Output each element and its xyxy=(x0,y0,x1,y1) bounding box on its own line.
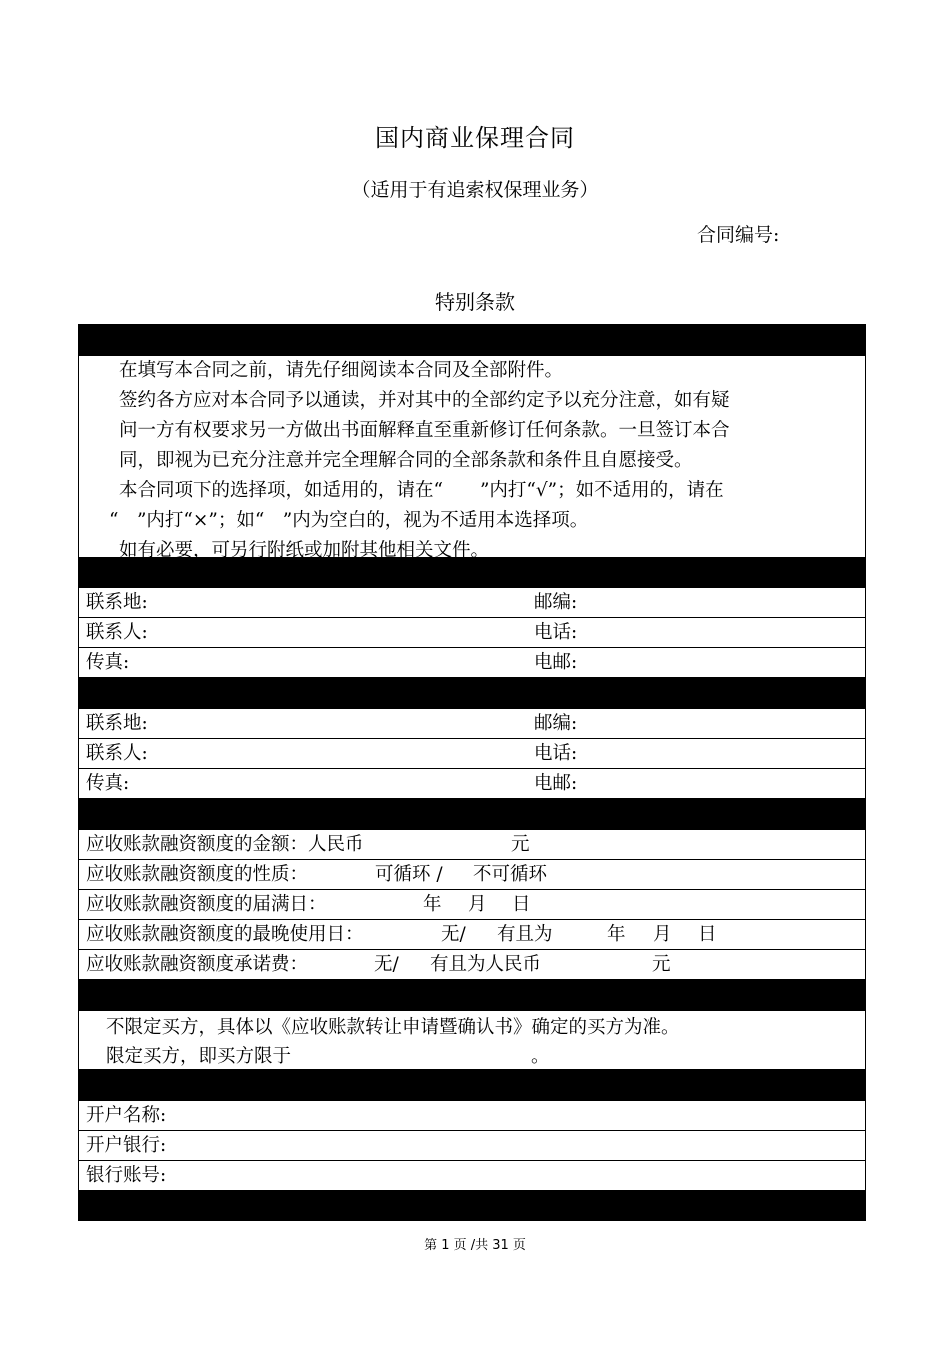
page-title: 国内商业保理合同 xyxy=(375,124,575,152)
page-subtitle: （适用于有追索权保理业务） xyxy=(351,179,599,201)
section-bar xyxy=(79,1190,865,1220)
day-label: 日 xyxy=(512,894,531,915)
section-bar xyxy=(79,677,865,708)
fee-unit: 元 xyxy=(652,954,671,975)
section-bar xyxy=(79,1069,865,1100)
page-footer: 第 1 页 /共 31 页 xyxy=(424,1238,526,1253)
non-revolving-option[interactable]: 不可循环 xyxy=(473,864,548,885)
party2-fax-row xyxy=(79,768,865,798)
special-terms-table xyxy=(78,324,866,1221)
unrestricted-buyer-option[interactable]: 不限定买方，具体以《应收账款转让申请暨确认书》确定的买方为准。 xyxy=(106,1017,680,1038)
has-option[interactable]: 有且为人民币 xyxy=(430,954,542,975)
contract-number-label: 合同编号: xyxy=(697,224,780,246)
financing-amount-label: 应收账款融资额度的金额：人民币 xyxy=(86,834,364,855)
party2-address-row xyxy=(79,708,865,738)
financing-nature-label: 应收账款融资额度的性质： xyxy=(86,864,309,885)
account-number-row xyxy=(79,1160,865,1190)
account-bank-label: 开户银行: xyxy=(86,1135,167,1156)
email-label: 电邮: xyxy=(534,773,578,794)
address-label: 联系地: xyxy=(86,713,148,734)
financing-fee-label: 应收账款融资额度承诺费： xyxy=(86,954,309,975)
fax-label: 传真: xyxy=(86,652,130,673)
phone-label: 电话: xyxy=(534,743,578,764)
section-bar xyxy=(79,325,865,355)
section-bar xyxy=(79,979,865,1010)
party2-contact-row xyxy=(79,738,865,768)
contact-label: 联系人: xyxy=(86,743,148,764)
party1-address-row xyxy=(79,587,865,617)
financing-latest-label: 应收账款融资额度的最晚使用日： xyxy=(86,924,364,945)
account-bank-row xyxy=(79,1130,865,1160)
buyer-block xyxy=(79,1010,865,1069)
section-bar xyxy=(79,798,865,829)
year-label: 年 xyxy=(607,924,626,945)
none-option[interactable]: 无/ xyxy=(374,954,399,975)
notice-line: 本合同项下的选择项，如适用的，请在“ ”内打“√”；如不适用的，请在 xyxy=(119,480,724,501)
postcode-label: 邮编: xyxy=(534,592,578,613)
notice-line: 如有必要，可另行附纸或加附其他相关文件。 xyxy=(119,540,490,561)
financing-expiry-label: 应收账款融资额度的届满日： xyxy=(86,894,327,915)
restricted-buyer-end: 。 xyxy=(531,1046,550,1067)
financing-nature-row xyxy=(79,859,865,889)
notice-line: “ ”内打“×”；如“ ”内为空白的，视为不适用本选择项。 xyxy=(109,510,589,531)
section-heading: 特别条款 xyxy=(435,290,515,314)
notice-line: 同，即视为已充分注意并完全理解合同的全部条款和条件且自愿接受。 xyxy=(119,450,693,471)
financing-fee-row xyxy=(79,949,865,979)
month-label: 月 xyxy=(468,894,487,915)
address-label: 联系地: xyxy=(86,592,148,613)
notice-line: 签约各方应对本合同予以通读，并对其中的全部约定予以充分注意，如有疑 xyxy=(119,390,730,411)
account-name-label: 开户名称: xyxy=(86,1105,167,1126)
notice-block xyxy=(79,355,865,561)
amount-unit: 元 xyxy=(511,834,530,855)
party1-fax-row xyxy=(79,647,865,677)
financing-latest-row xyxy=(79,919,865,949)
restricted-buyer-label: 限定买方，即买方限于 xyxy=(106,1046,292,1067)
party1-contact-row xyxy=(79,617,865,647)
email-label: 电邮: xyxy=(534,652,578,673)
notice-line: 问一方有权要求另一方做出书面解释直至重新修订任何条款。一旦签订本合 xyxy=(119,420,730,441)
has-option[interactable]: 有且为 xyxy=(497,924,553,945)
account-number-label: 银行账号: xyxy=(86,1165,167,1186)
financing-expiry-row xyxy=(79,889,865,919)
year-label: 年 xyxy=(423,894,442,915)
account-name-row xyxy=(79,1100,865,1130)
month-label: 月 xyxy=(653,924,672,945)
notice-line: 在填写本合同之前，请先仔细阅读本合同及全部附件。 xyxy=(119,360,564,381)
revolving-option[interactable]: 可循环 / xyxy=(375,864,443,885)
none-option[interactable]: 无/ xyxy=(441,924,466,945)
phone-label: 电话: xyxy=(534,622,578,643)
fax-label: 传真: xyxy=(86,773,130,794)
restricted-buyer-option[interactable] xyxy=(106,1042,855,1071)
contact-label: 联系人: xyxy=(86,622,148,643)
postcode-label: 邮编: xyxy=(534,713,578,734)
day-label: 日 xyxy=(698,924,717,945)
financing-amount-row xyxy=(79,829,865,859)
